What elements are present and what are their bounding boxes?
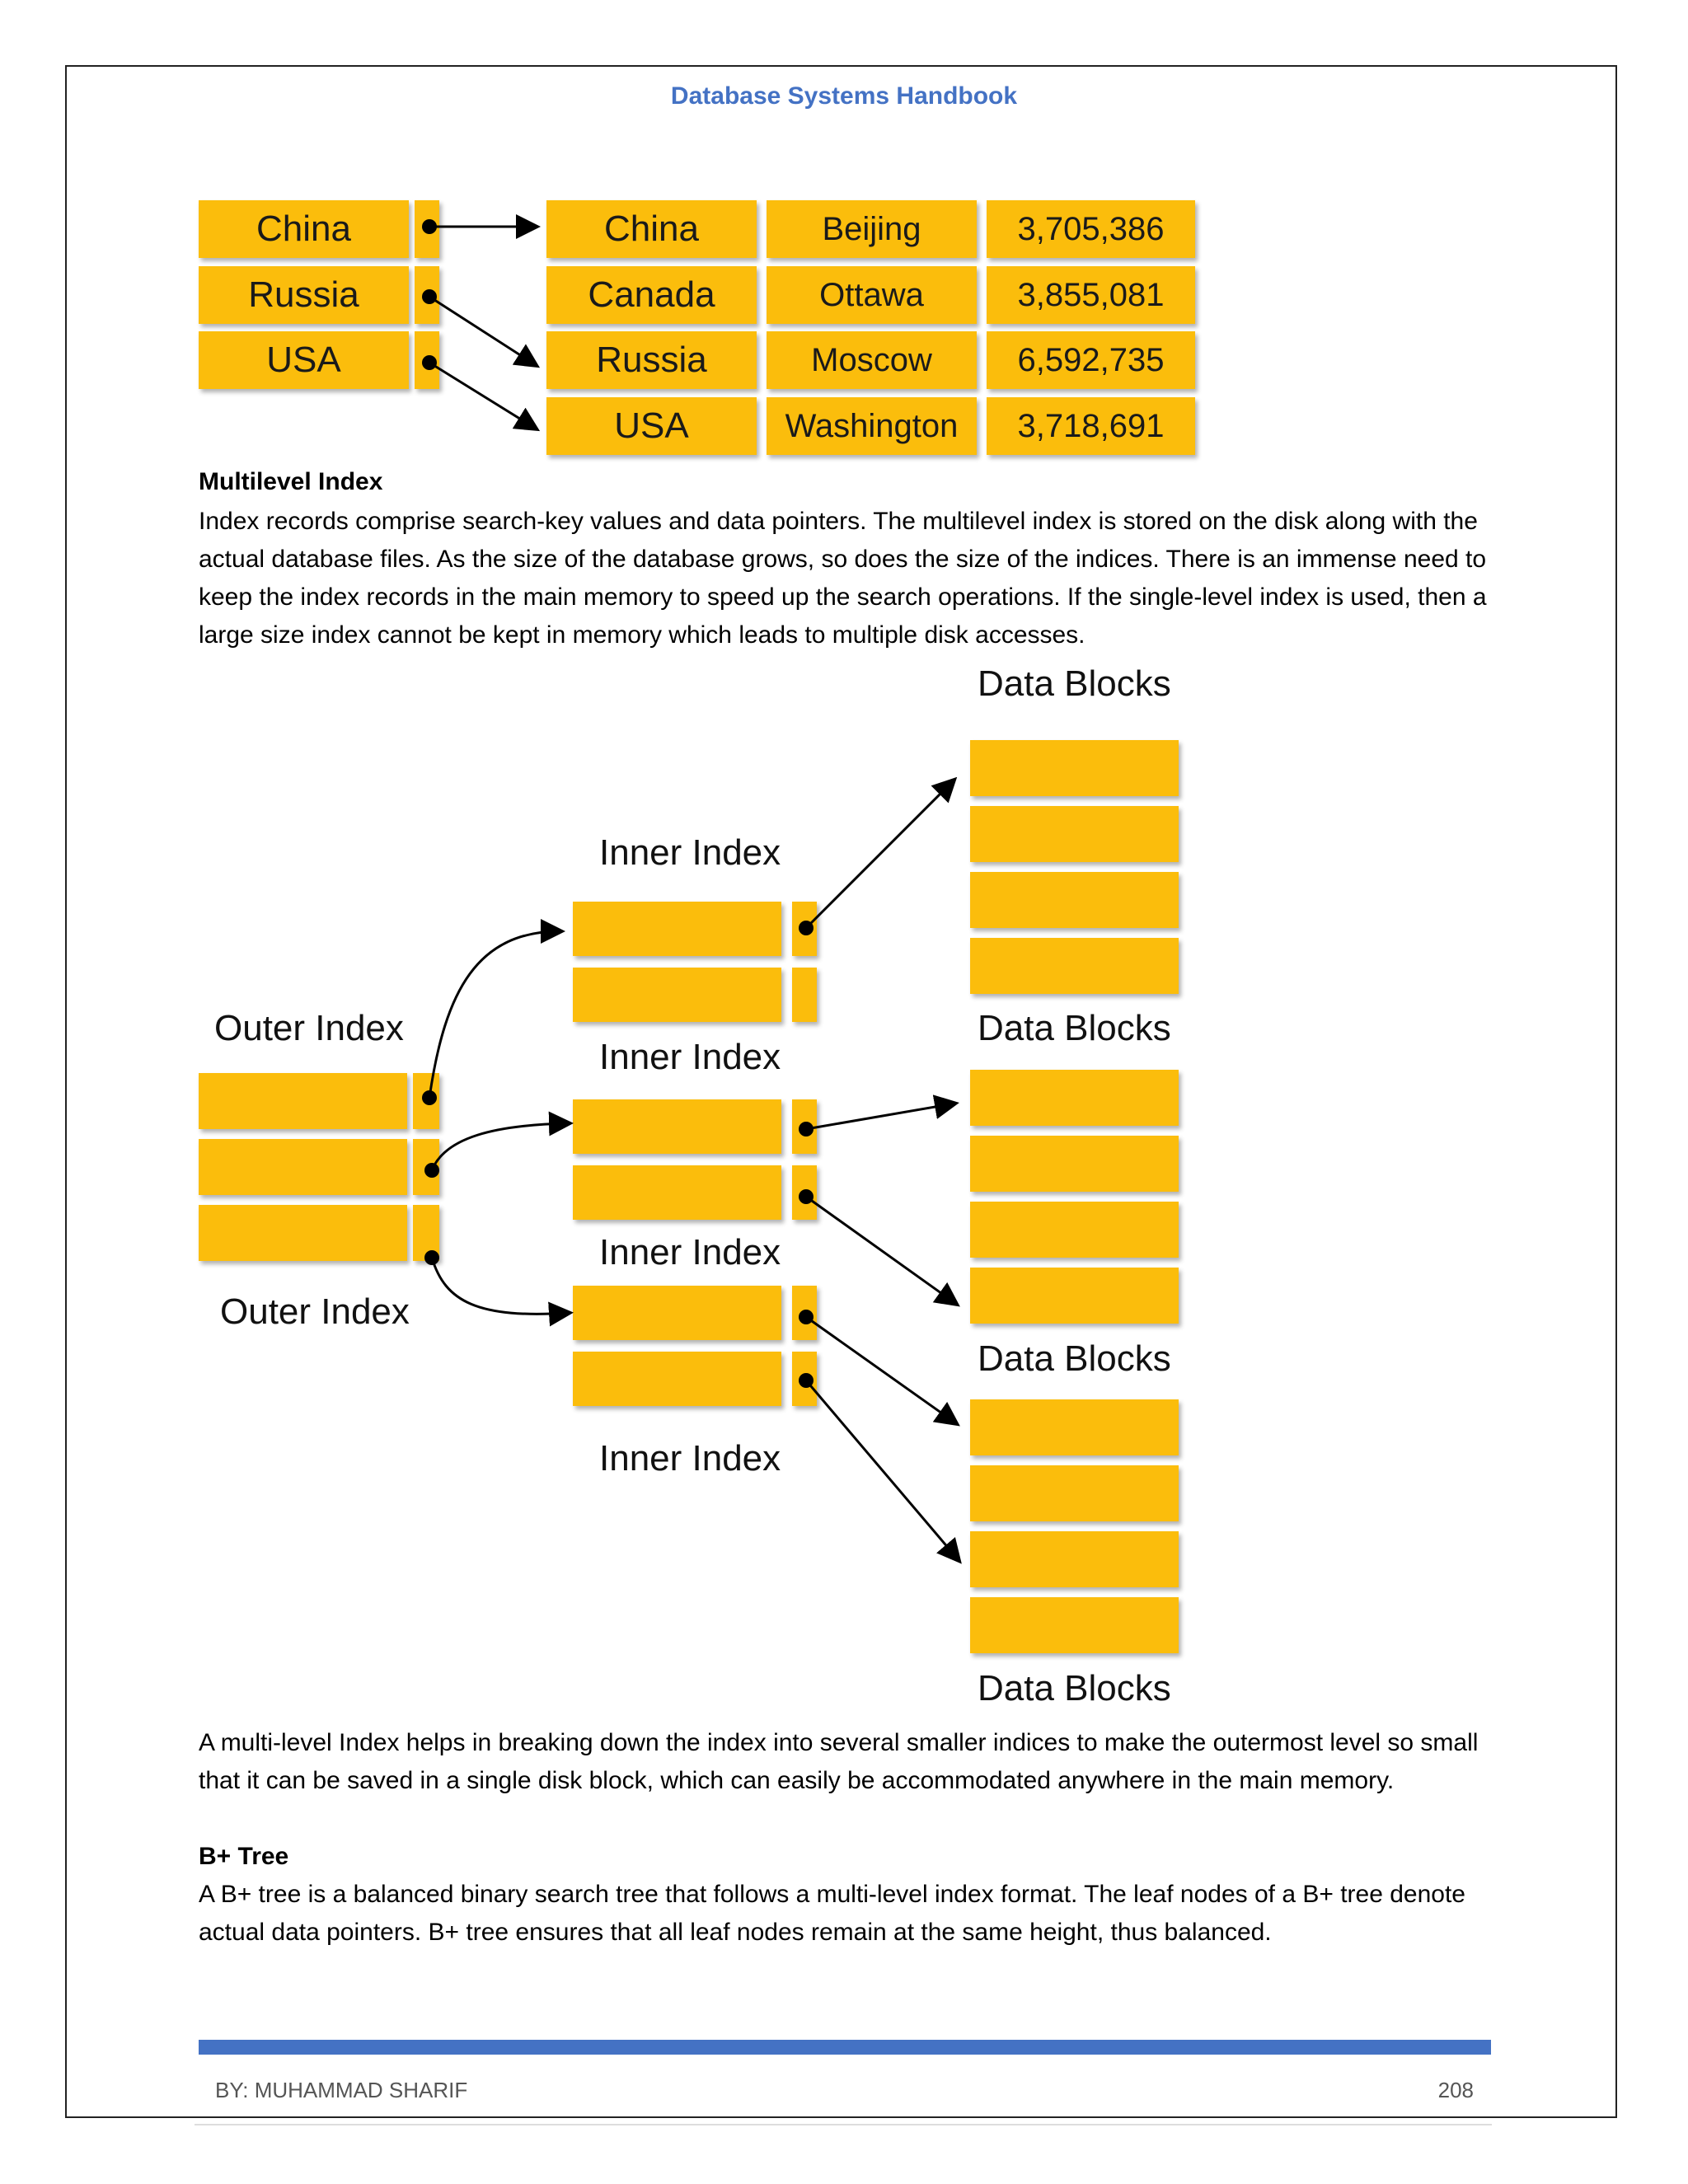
data-block [970, 1136, 1179, 1192]
footer-rule [195, 2124, 1492, 2125]
pointer-cell [792, 1165, 817, 1220]
diagram-label: Data Blocks [978, 663, 1171, 704]
header-title: Database Systems Handbook [670, 82, 1018, 110]
record-capital: Ottawa [767, 266, 977, 324]
pointer-cell [792, 968, 817, 1022]
data-block [970, 1202, 1179, 1258]
inner-index-block [573, 1165, 781, 1220]
section-heading: B+ Tree [199, 1843, 289, 1870]
pointer-cell [792, 1099, 817, 1154]
pointer-cell [792, 1286, 817, 1340]
paragraph: A B+ tree is a balanced binary search tree that follows a multi-level index format. The leaf nodes of a B+ tree denote actual data pointers. B+ tree ensures that all leaf nodes remain at the same height, thus balanced. [199, 1881, 1465, 1946]
record-capital: Washington [767, 397, 977, 455]
outer-index-block [199, 1205, 407, 1261]
data-block [970, 806, 1179, 862]
record-capital: Moscow [767, 331, 977, 389]
record-country: China [546, 200, 757, 258]
diagram-label: Inner Index [599, 1438, 781, 1479]
pointer-cell [792, 902, 817, 956]
record-value: 3,718,691 [987, 397, 1195, 455]
data-block [970, 1465, 1179, 1521]
data-block [970, 740, 1179, 796]
data-block [970, 938, 1179, 994]
diagram-label: Data Blocks [978, 1338, 1171, 1379]
record-value: 6,592,735 [987, 331, 1195, 389]
index-entry: USA [199, 331, 409, 389]
section-heading: Multilevel Index [199, 468, 383, 495]
diagram-label: Outer Index [220, 1291, 410, 1332]
index-entry: China [199, 200, 409, 258]
inner-index-block [573, 1099, 781, 1154]
data-block [970, 1070, 1179, 1126]
diagram-label: Inner Index [599, 1037, 781, 1077]
index-entry: Russia [199, 266, 409, 324]
page-number: 208 [1437, 2078, 1474, 2102]
data-block [970, 872, 1179, 928]
data-block [970, 1597, 1179, 1653]
inner-index-block [573, 1352, 781, 1406]
inner-index-block [573, 968, 781, 1022]
pointer-cell [415, 331, 439, 389]
pointer-cell [792, 1352, 817, 1406]
footer-bar [199, 2040, 1491, 2055]
pointer-cell [413, 1139, 439, 1195]
data-block [970, 1268, 1179, 1324]
record-value: 3,705,386 [987, 200, 1195, 258]
record-country: Russia [546, 331, 757, 389]
record-value: 3,855,081 [987, 266, 1195, 324]
record-country: Canada [546, 266, 757, 324]
pointer-cell [415, 266, 439, 324]
paragraph: A multi-level Index helps in breaking down the index into several smaller indices to make the outermost level so small that it can be saved in a single disk block, which can easily be accommodated anywhere in the main memory. [199, 1729, 1479, 1794]
pointer-cell [413, 1073, 439, 1129]
inner-index-block [573, 1286, 781, 1340]
record-country: USA [546, 397, 757, 455]
diagram-label: Inner Index [599, 1232, 781, 1272]
outer-index-block [199, 1073, 407, 1129]
diagram-label: Data Blocks [978, 1008, 1171, 1048]
inner-index-block [573, 902, 781, 956]
paragraph: Index records comprise search-key values and data pointers. The multilevel index is stored on the disk along with the actual database files. As the size of the database grows, so does the size of the indices. There is an immense need to keep the index records in the main memory to speed up the search operations. If the single-level index is used, then a large size index cannot be kept in memory which leads to multiple disk accesses. [199, 508, 1487, 649]
pointer-cell [413, 1205, 439, 1261]
footer-author: BY: MUHAMMAD SHARIF [215, 2078, 468, 2102]
diagram-label: Inner Index [599, 832, 781, 873]
diagram-label: Data Blocks [978, 1668, 1171, 1708]
record-capital: Beijing [767, 200, 977, 258]
outer-index-block [199, 1139, 407, 1195]
pointer-cell [415, 200, 439, 258]
diagram-label: Outer Index [214, 1008, 404, 1048]
data-block [970, 1531, 1179, 1587]
data-block [970, 1399, 1179, 1455]
